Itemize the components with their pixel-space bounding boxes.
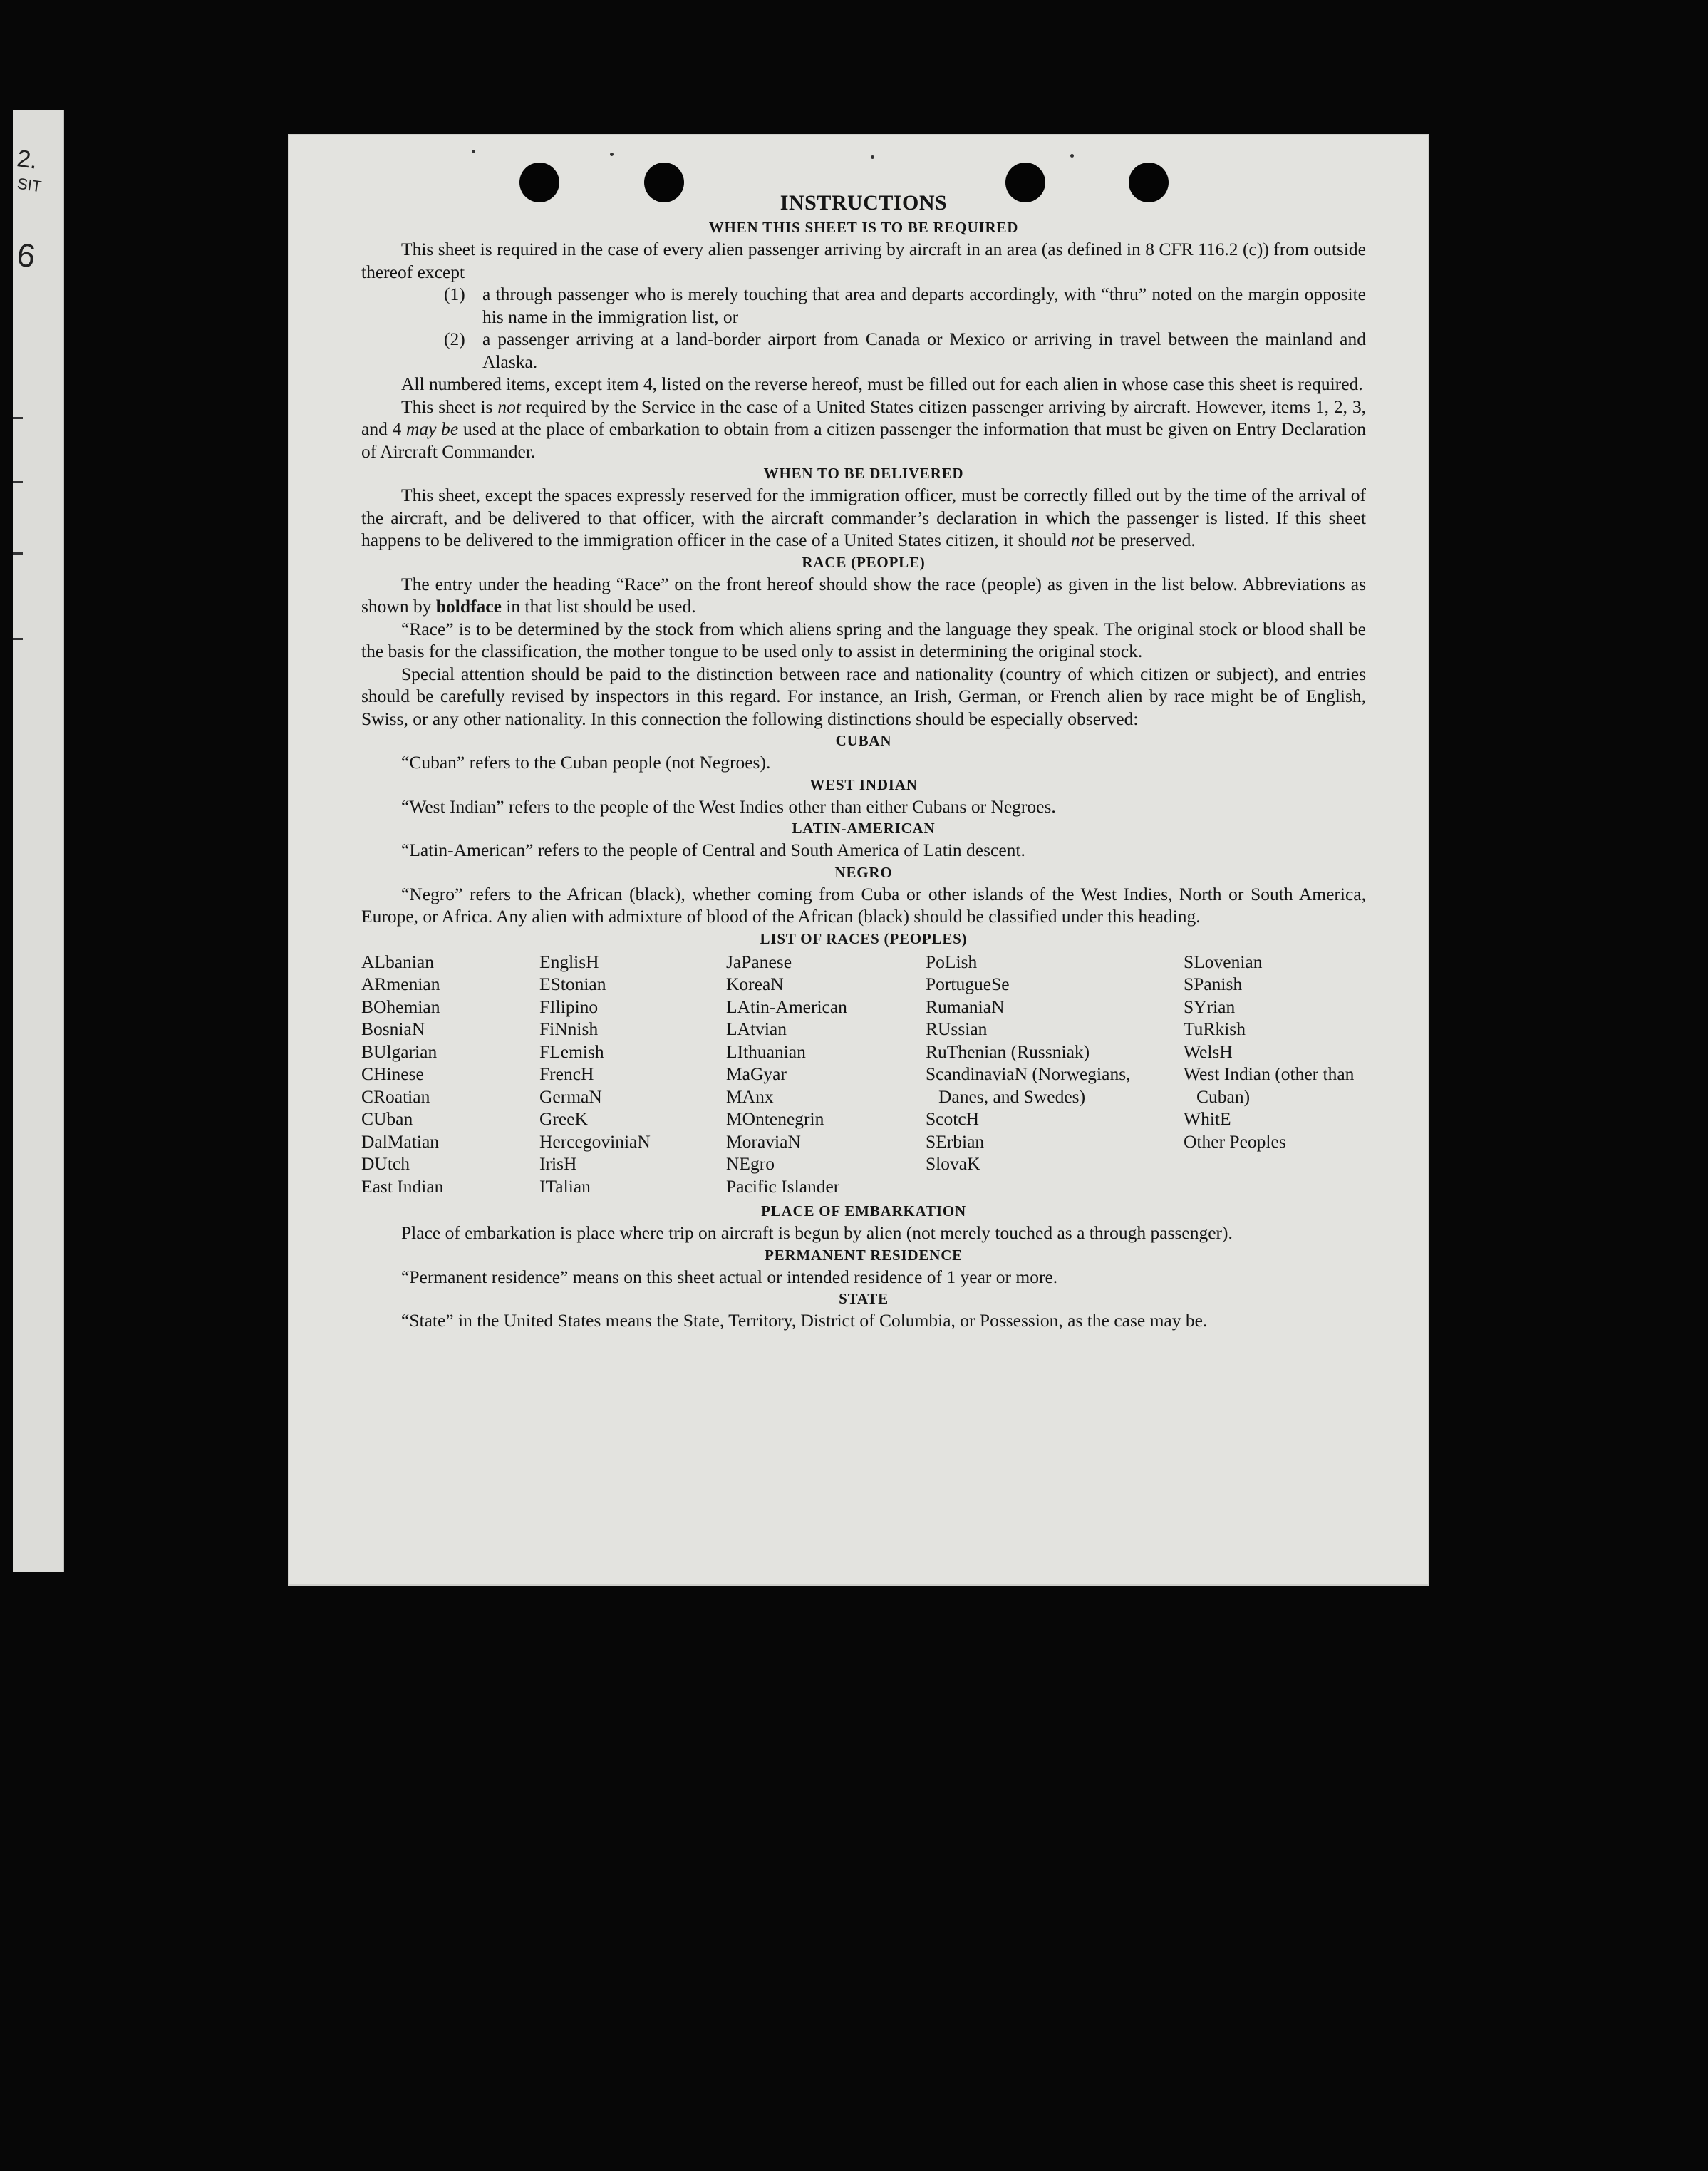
paragraph: This sheet, except the spaces expressly reserved for the immigration officer, must be correctly filled out by the time of the arrival of the aircraft, and be delivered to that officer, with the aircraft commander’s declaration in which the passenger is listed. If this sheet happens to be delivered to the immigration officer in the case of a United States citizen, it should not be preserved. bbox=[361, 485, 1366, 550]
strip-tick bbox=[13, 417, 23, 419]
section-heading: WEST INDIAN bbox=[809, 775, 918, 793]
section-heading: NEGRO bbox=[834, 863, 893, 881]
section-heading: PERMANENT RESIDENCE bbox=[765, 1246, 963, 1264]
list-text: a through passenger who is merely touching that area and departs accordingly, with “thru” noted on the margin opposite his name in the immigration list, or bbox=[482, 284, 1366, 327]
race-entry: Pacific Islander bbox=[726, 1175, 840, 1197]
race-entry: EStonian bbox=[539, 974, 606, 994]
race-entry: East Indian bbox=[361, 1175, 444, 1197]
race-entry: MOntenegrin bbox=[726, 1108, 824, 1129]
race-entry: HercegoviniaN bbox=[539, 1130, 651, 1152]
race-entry: RuThenian (Russniak) bbox=[926, 1041, 1090, 1062]
list-number: (2) bbox=[444, 329, 465, 349]
race-entry: WhitE bbox=[1184, 1108, 1231, 1129]
races-column bbox=[1184, 951, 1366, 1198]
section-heading: PLACE OF EMBARKATION bbox=[761, 1202, 966, 1219]
race-entry: LAtin-American bbox=[726, 996, 847, 1017]
paragraph: “Permanent residence” means on this sheet actual or intended residence of 1 year or more. bbox=[401, 1266, 1058, 1287]
speck bbox=[871, 155, 874, 159]
races-column bbox=[539, 951, 726, 1198]
race-entry: Other Peoples bbox=[1184, 1130, 1286, 1152]
list-number: (1) bbox=[444, 284, 465, 304]
speck bbox=[472, 150, 475, 153]
race-entry: GermaN bbox=[539, 1086, 602, 1107]
document-sheet bbox=[288, 134, 1429, 1586]
races-column bbox=[726, 951, 926, 1198]
paragraph: “Race” is to be determined by the stock from which aliens spring and the language they speak. The original stock or blood shall be the basis for the classification, the mother tongue to be used only to assist in determining the original stock. bbox=[361, 618, 1366, 661]
race-entry: West Indian (other than Cuban) bbox=[1184, 1063, 1355, 1107]
list-text: a passenger arriving at a land-border airport from Canada or Mexico or arriving in travel between the mainland and Alaska. bbox=[482, 329, 1366, 372]
strip-tick bbox=[13, 481, 23, 483]
race-entry: SlovaK bbox=[926, 1153, 980, 1174]
paragraph: This sheet is not required by the Service in the case of a United States citizen passenger arriving by aircraft. However, items 1, 2, 3, and 4 may be used at the place of embarkation to obtain from a citizen passenger the information that must be given on Entry Declaration of Aircraft Commander. bbox=[361, 396, 1366, 462]
page-title: INSTRUCTIONS bbox=[780, 191, 948, 215]
paragraph: “West Indian” refers to the people of the West Indies other than either Cubans or Negroes. bbox=[401, 795, 1056, 817]
list-item bbox=[444, 283, 1366, 328]
section-heading: WHEN THIS SHEET IS TO BE REQUIRED bbox=[708, 219, 1019, 236]
paragraph: “Negro” refers to the African (black), whether coming from Cuba or other islands of the West Indies, North or South America, Europe, or Africa. Any alien with admixture of blood of the African (black) should be classified under this heading. bbox=[361, 883, 1366, 927]
speck bbox=[610, 153, 614, 156]
races-column bbox=[926, 951, 1184, 1198]
race-entry: ScotcH bbox=[926, 1108, 980, 1129]
paragraph: All numbered items, except item 4, listed on the reverse hereof, must be filled out for each alien in whose case this sheet is required. bbox=[401, 373, 1363, 394]
paragraph: “Cuban” refers to the Cuban people (not Negroes). bbox=[401, 752, 771, 773]
paragraph: “Latin-American” refers to the people of Central and South America of Latin descent. bbox=[401, 840, 1025, 860]
race-entry: RUssian bbox=[926, 1019, 988, 1039]
race-entry: SPanish bbox=[1184, 974, 1243, 994]
race-entry: ITalian bbox=[539, 1175, 591, 1197]
race-entry: MoraviaN bbox=[726, 1130, 801, 1152]
race-entry: CHinese bbox=[361, 1063, 424, 1084]
instructions-text bbox=[361, 191, 1366, 1332]
race-entry: NEgro bbox=[726, 1153, 775, 1174]
race-entry: MaGyar bbox=[726, 1063, 787, 1084]
race-entry: FIlipino bbox=[539, 996, 599, 1017]
strip-mark: 2. bbox=[15, 145, 39, 175]
race-entry: BUlgarian bbox=[361, 1041, 438, 1062]
races-column bbox=[361, 951, 539, 1198]
section-heading: LATIN-AMERICAN bbox=[792, 820, 936, 837]
section-heading: LIST OF RACES (PEOPLES) bbox=[760, 929, 968, 947]
race-entry: CUban bbox=[361, 1108, 413, 1129]
strip-tick bbox=[13, 638, 23, 640]
race-entry: WelsH bbox=[1184, 1041, 1233, 1062]
strip-tick bbox=[13, 552, 23, 555]
race-entry: IrisH bbox=[539, 1153, 577, 1174]
section-heading: RACE (PEOPLE) bbox=[802, 553, 926, 571]
race-entry: JaPanese bbox=[726, 951, 792, 972]
race-entry: BOhemian bbox=[361, 996, 440, 1017]
race-entry: DalMatian bbox=[361, 1130, 440, 1152]
race-entry: RumaniaN bbox=[926, 996, 1005, 1017]
races-list bbox=[361, 951, 1366, 1198]
race-entry: GreeK bbox=[539, 1108, 588, 1129]
adjacent-page-strip bbox=[13, 110, 64, 1572]
race-entry: KoreaN bbox=[726, 974, 784, 994]
race-entry: FrencH bbox=[539, 1063, 594, 1084]
race-entry: FLemish bbox=[539, 1041, 604, 1062]
paragraph: Special attention should be paid to the distinction between race and nationality (country of which citizen or subject), and entries should be carefully revised by inspectors in this regard. For instance, an Irish, German, or French alien by race might be of English, Swiss, or any other nationality. In this connection the following distinctions should be especially observed: bbox=[361, 663, 1366, 729]
speck bbox=[1070, 154, 1074, 158]
race-entry: SYrian bbox=[1184, 996, 1236, 1017]
strip-mark: SIT bbox=[16, 174, 43, 196]
race-entry: BosniaN bbox=[361, 1019, 425, 1039]
race-entry: PortugueSe bbox=[926, 974, 1010, 994]
race-entry: LAtvian bbox=[726, 1019, 787, 1039]
race-entry: SErbian bbox=[926, 1130, 985, 1152]
race-entry: EnglisH bbox=[539, 951, 599, 972]
race-entry: SLovenian bbox=[1184, 951, 1263, 972]
strip-mark: 6 bbox=[14, 235, 38, 275]
race-entry: ARmenian bbox=[361, 974, 440, 994]
race-entry: ScandinaviaN (Norwegians, Danes, and Swedes) bbox=[926, 1063, 1131, 1107]
paragraph: The entry under the heading “Race” on the front hereof should show the race (people) as given in the list below. Abbreviations as shown by boldface in that list should be used. bbox=[361, 573, 1366, 617]
section-heading: CUBAN bbox=[835, 732, 892, 749]
list-item bbox=[444, 328, 1366, 373]
race-entry: FiNnish bbox=[539, 1019, 599, 1039]
race-entry: TuRkish bbox=[1184, 1019, 1246, 1039]
paragraph: “State” in the United States means the State, Territory, District of Columbia, or Possession, as the case may be. bbox=[401, 1310, 1208, 1331]
race-entry: ALbanian bbox=[361, 951, 434, 972]
race-entry: DUtch bbox=[361, 1153, 410, 1174]
section-heading: STATE bbox=[839, 1290, 889, 1307]
section-heading: WHEN TO BE DELIVERED bbox=[763, 465, 964, 482]
race-entry: MAnx bbox=[726, 1086, 774, 1107]
race-entry: LIthuanian bbox=[726, 1041, 806, 1062]
paragraph: Place of embarkation is place where trip on aircraft is begun by alien (not merely touched as a through passenger). bbox=[401, 1222, 1233, 1243]
paragraph: This sheet is required in the case of every alien passenger arriving by aircraft in an area (as defined in 8 CFR 116.2 (c)) from outside thereof except bbox=[361, 239, 1366, 282]
race-entry: CRoatian bbox=[361, 1086, 430, 1107]
race-entry: PoLish bbox=[926, 951, 978, 972]
